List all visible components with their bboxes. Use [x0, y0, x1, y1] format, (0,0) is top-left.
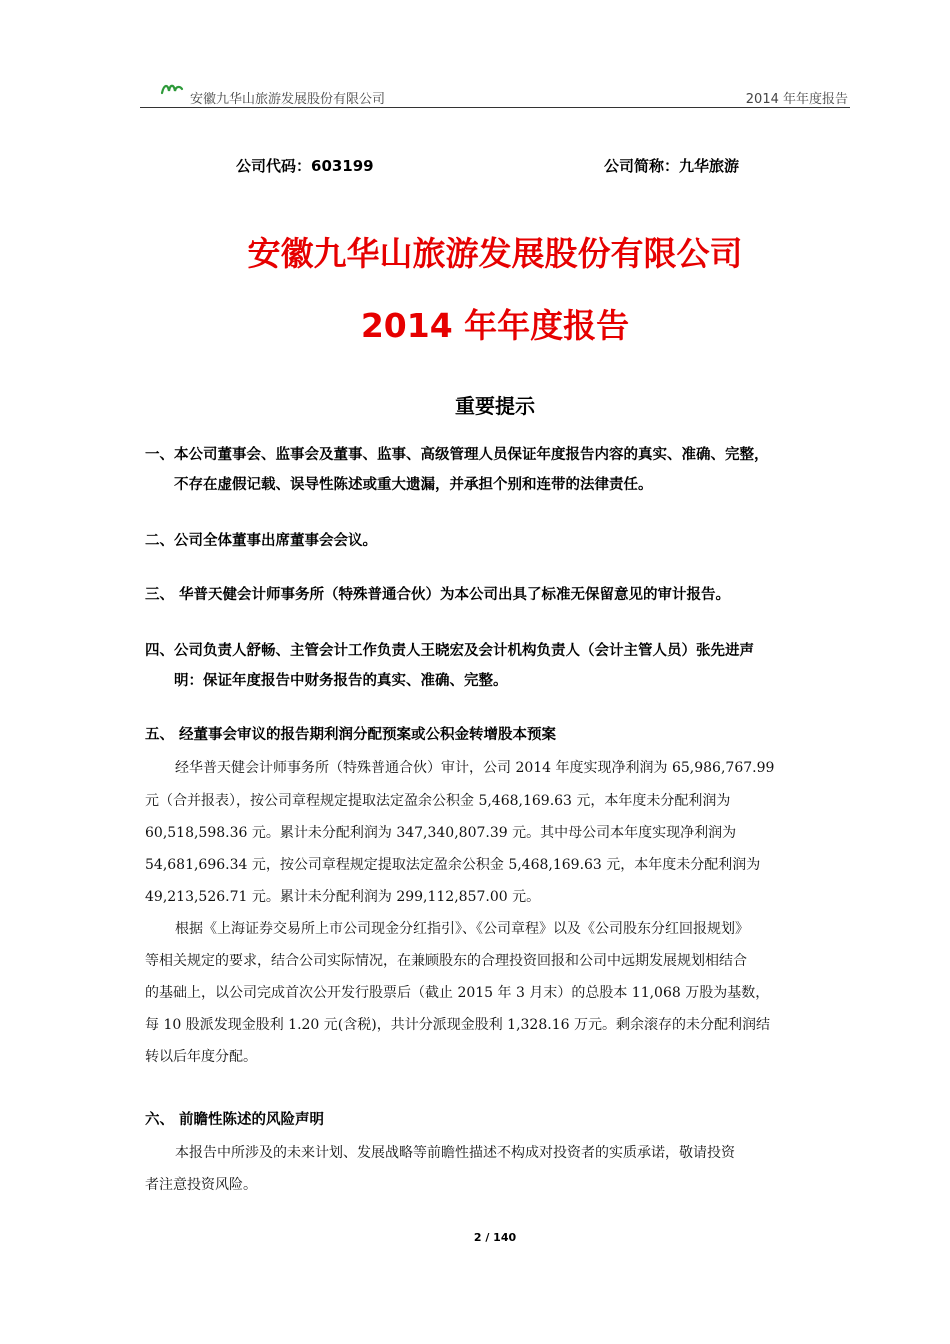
company-logo-icon	[160, 80, 184, 96]
notice-item-4-line-1: 四、公司负责人舒畅、主管会计工作负责人王晓宏及会计机构负责人（会计主管人员）张先进声	[145, 643, 754, 659]
item-6-para-line-1: 本报告中所涉及的未来计划、发展战略等前瞻性描述不构成对投资者的实质承诺，敬请投资	[175, 1145, 735, 1161]
notice-item-4-line-2: 明：保证年度报告中财务报告的真实、准确、完整。	[174, 673, 508, 689]
item-5-para-2-line-3: 的基础上，以公司完成首次公开发行股票后（截止 2015 年 3 月末）的总股本 11,068 万股为基数，	[145, 985, 770, 1001]
item-5-para-1-line-5: 49,213,526.71 元。累计未分配利润为 299,112,857.00 元。	[145, 889, 541, 905]
item-5-para-1-line-1: 经华普天健会计师事务所（特殊普通合伙）审计，公司 2014 年度实现净利润为 65,986,767.99	[175, 760, 775, 776]
item-5-para-2-line-2: 等相关规定的要求，结合公司实际情况，在兼顾股东的合理投资回报和公司中远期发展规划相结合	[145, 953, 747, 969]
item-5-para-1-line-4: 54,681,696.34 元，按公司章程规定提取法定盈余公积金 5,468,169.63 元，本年度未分配利润为	[145, 857, 761, 873]
notice-item-1-line-1: 一、本公司董事会、监事会及董事、监事、高级管理人员保证年度报告内容的真实、准确、完整，	[145, 447, 769, 463]
notice-item-5-heading: 五、 经董事会审议的报告期利润分配预案或公积金转增股本预案	[145, 727, 557, 743]
notice-item-3: 三、 华普天健会计师事务所（特殊普通合伙）为本公司出具了标准无保留意见的审计报告。	[145, 587, 731, 603]
header-report-title: 2014 年年度报告	[745, 92, 848, 107]
notice-item-2: 二、公司全体董事出席董事会会议。	[145, 533, 377, 549]
item-5-para-2-line-5: 转以后年度分配。	[145, 1049, 257, 1065]
title-report: 2014 年年度报告	[360, 306, 630, 345]
notice-item-6-heading: 六、 前瞻性陈述的风险声明	[145, 1112, 325, 1128]
item-5-para-1-line-3: 60,518,598.36 元。累计未分配利润为 347,340,807.39 元。其中母公司本年度实现净利润为	[145, 825, 737, 841]
header-company-name: 安徽九华山旅游发展股份有限公司	[190, 92, 386, 107]
page-number: 2 / 140	[473, 1231, 517, 1244]
item-5-para-1-line-2: 元（合并报表），按公司章程规定提取法定盈余公积金 5,468,169.63 元，本年度未分配利润为	[145, 793, 731, 809]
page-header	[140, 78, 850, 108]
header-divider	[140, 107, 850, 108]
company-short-name: 公司简称：九华旅游	[604, 157, 740, 175]
item-6-para-line-2: 者注意投资风险。	[145, 1177, 257, 1193]
item-5-para-2-line-4: 每 10 股派发现金股利 1.20 元(含税)，共计分派现金股利 1,328.16 万元。剩余滚存的未分配利润结	[145, 1017, 770, 1033]
title-company: 安徽九华山旅游发展股份有限公司	[247, 234, 743, 273]
notice-heading: 重要提示	[455, 394, 535, 418]
company-code: 公司代码：603199	[236, 157, 374, 175]
notice-item-1-line-2: 不存在虚假记载、误导性陈述或重大遗漏，并承担个别和连带的法律责任。	[174, 477, 653, 493]
item-5-para-2-line-1: 根据《上海证券交易所上市公司现金分红指引》、《公司章程》以及《公司股东分红回报规划》	[175, 921, 749, 937]
